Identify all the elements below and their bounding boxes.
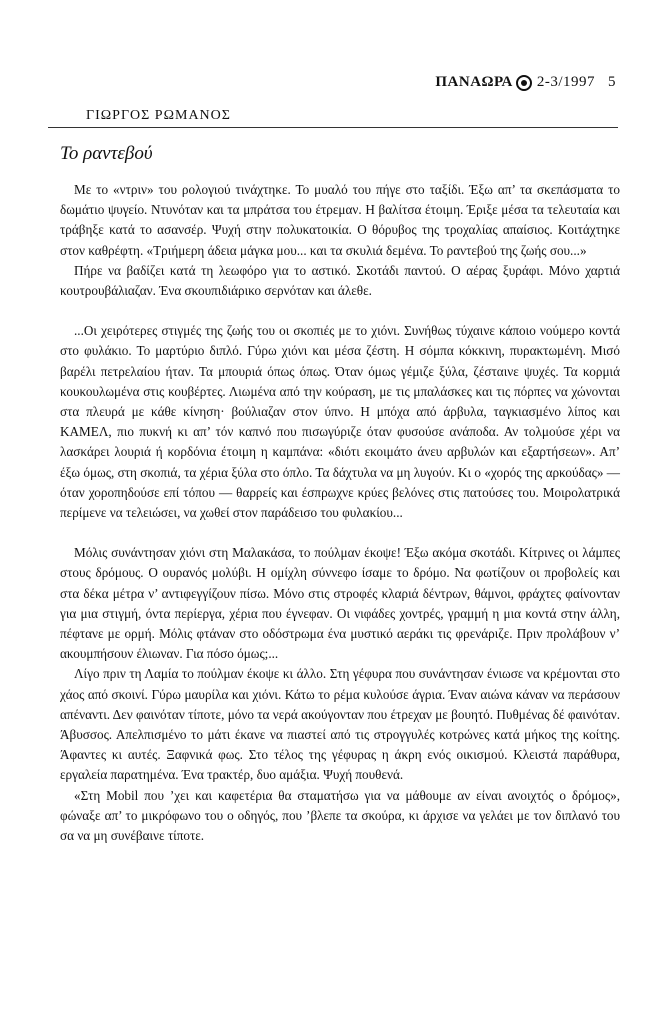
paragraph: Πήρε να βαδίζει κατά τη λεωφόρο για το αστικό. Σκοτάδι παντού. Ο αέρας ξυράφι. Μόνο χαρτιά κουτρουβάλιαζαν. Ένα σκουπιδιάρικο σερνόταν και άλεθε. (60, 262, 620, 299)
paragraph: «Στη Mobil που ’χει και καφετέρια θα σταματήσω για να μάθουμε αν είναι ανοιχτός ο δρόμος», φώναξε απ’ το μικρόφωνο του ο οδηγός, που ’βλεπε τα σκούρα, κι άρχισε να γελάει με τον διπλανό του σα να μη συνέβαινε τίποτε. (60, 787, 620, 844)
story-title: Το ραντεβού (60, 143, 153, 164)
masthead (435, 74, 616, 91)
magazine-name: ΠΑΝΑΩΡΑ (435, 74, 513, 90)
header-rule (48, 127, 618, 128)
page-number: 5 (608, 74, 616, 90)
paragraph: Λίγο πριν τη Λαμία το πούλμαν έκοψε κι άλλο. Στη γέφυρα που συνάντησαν ένιωσε να κρέμονται στο χάος από σκοινί. Γύρω μαυρίλα και χιόνι. Κάτω το ρέμα κυλούσε άγρια. Έναν αιώνα κάναν να περάσουν απέναντι. Δεν φαινόταν τίποτε, μόνο τα νερά ακούγονταν που έτρεχαν με βουητό. Πυθμένας δέ φαινόταν. Άβυσσος. Απελπισμένο το μάτι έκανε να πιαστεί από τις στρογγυλές κοτρώνες κατά μήκος της κοίτης. Άφαντες κι αυτές. Ξαφνικά φως. Στο τέλος της γέφυρας η άκρη ενός οικισμού. Κλειστά παράθυρα, εργαλεία παρατημένα. Ένα τρακτέρ, δυο αμάξια. Ψυχή πουθενά. (60, 666, 620, 783)
paragraph: Με το «ντριν» του ρολογιού τινάχτηκε. Το μυαλό του πήγε στο ταξίδι. Έξω απ’ τα σκεπάσματα το δωμάτιο ψυγείο. Ντυνόταν και τα μπράτσα του έτρεμαν. Η βαλίτσα έτοιμη. Έριξε μέσα τα τελευταία και τράβηξε κατά το ασανσέρ. Ψυχή στην πολυκατοικία. Ο θόρυβος της τροχαλίας απαίσιος. Κοιτάχτηκε στον καθρέφτη. «Τριήμερη άδεια μάγκα μου... και τα σκυλιά δεμένα. Το ραντεβού της ζωής σου...» (60, 182, 620, 258)
issue-number: 2-3/1997 (536, 74, 595, 90)
paragraph: ...Οι χειρότερες στιγμές της ζωής του οι σκοπιές με το χιόνι. Συνήθως τύχαινε κάποιο νούμερο κοντά στο φυλάκιο. Το μαρτύριο διπλό. Γύρω χιόνι και μέσα ζέστη. Η σόμπα κόκκινη, πυρακτωμένη. Μισό βαρέλι πετρελαίου ήταν. Τα μπουριά όπως όπως. Όταν όμως γέμιζε ξύλα, ζέσταινε ψυχές. Τα κορμιά κουκουλωμένα στις κουβέρτες. Λιωμένα από την κούραση, με τις μπαλάσκες και τις πόρπες να χώνονται στα πλευρά με κάθε κίνηση· βούλιαζαν στον ύπνο. Η μπόχα από άρβυλα, ταγκιασμένο λίπος και ΚΑΜΕΛ, πιο πυκνή κι απ’ τόν καπνό που πισωγύριζε όταν φυσούσε ανάποδα. Αν τολμούσε χέρι να λασκάρει λουριά ή κορδόνια έτοιμη η καμπάνα: «διότι εκοιμάτο άνευ αρβυλών και εξαρτήσεων». Απ’ έξω όμως, στη σκοπιά, τα χέρια ξύλα στο όπλο. Τα δάχτυλα να μη λυγούν. Κι ο «χορός της αρκούδας» — όταν χοροπηδούσε επί τόπου — θαρρείς και έσπρωχνε κρύες βελόνες στις πατούσες του. Μοιρολατρικά περίμενε να τελειώσει, να χωθεί στον παράδεισο του φυλακίου... (60, 323, 620, 521)
story-body (60, 180, 620, 846)
paragraph: Μόλις συνάντησαν χιόνι στη Μαλακάσα, το πούλμαν έκοψε! Έξω ακόμα σκοτάδι. Κίτρινες οι λάμπες στους δρόμους. Ο ουρανός μολύβι. Η ομίχλη σύννεφο ίσαμε το δρόμο. Να φωτίζουν οι προβολείς και στα δέκα μέτρα ν’ αντιφεγγίζουν πίσω. Μόνο στις στροφές κλαριά δέντρων, θάμνοι, φράχτες φαίνονταν για μια στιγμή, όντα περίεργα, χέρια που έγνεφαν. Οι νιφάδες χοντρές, γραμμή η μια κοντά στην άλλη, πέφτανε με ορμή. Μόλις φτάναν στο οδόστρωμα ένα μυστικό αεράκι τις φρενάριζε. Πριν προλάβουν ν’ ακουμπήσουν έλιωναν. Για πόσο όμως;... (60, 545, 620, 662)
author-name: ΓΙΩΡΓΟΣ ΡΩΜΑΝΟΣ (86, 108, 231, 123)
magazine-logo-icon (516, 75, 532, 91)
